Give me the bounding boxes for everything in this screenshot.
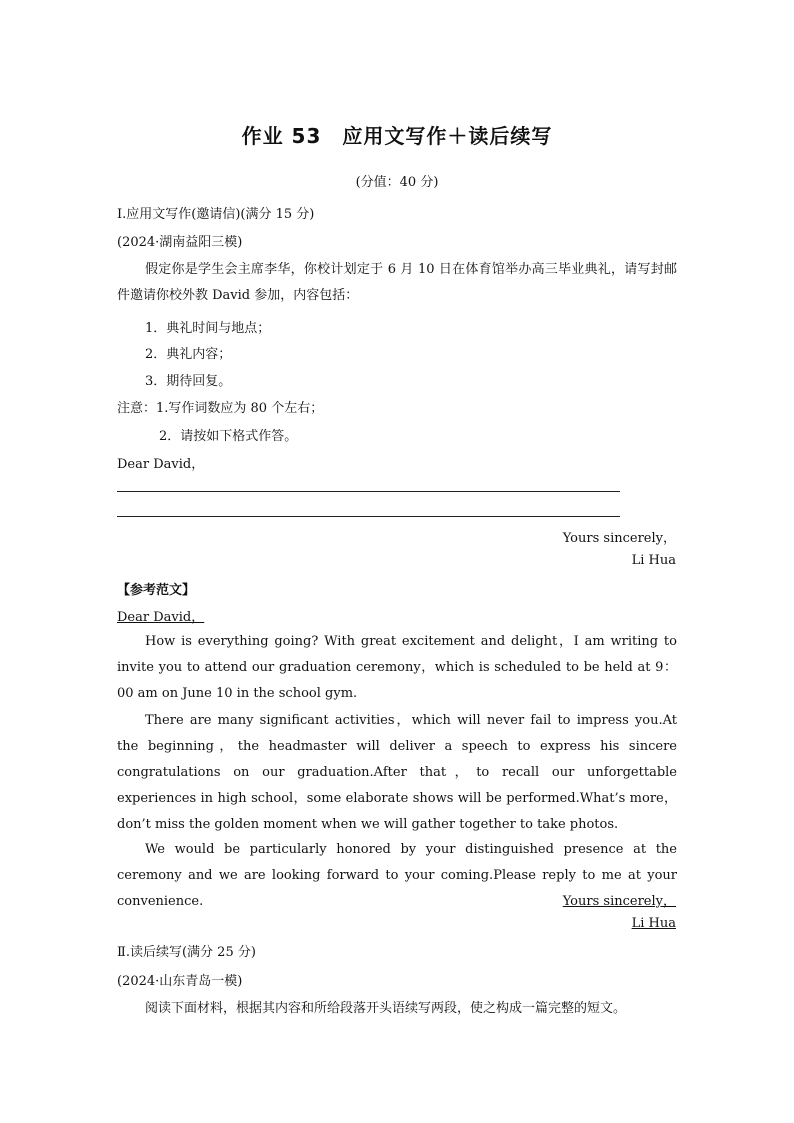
- reference-closing: Yours sincerely，: [562, 894, 676, 909]
- page-title: 作业 53 应用文写作＋读后续写: [241, 124, 553, 148]
- part1-source: (2024·湖南益阳三模): [117, 235, 243, 250]
- reference-label: 【参考范文】: [117, 583, 196, 598]
- reference-paragraph-1: How is everything going? With great excitement and delight，I am writing to invite you to attend our graduation ceremony，which is scheduled to be held at 9：00 am on June 10 in the school gym.: [117, 634, 677, 701]
- letter-greeting: Dear David，: [117, 457, 205, 472]
- reference-paragraph-3: We would be particularly honored by your distinguished presence at the ceremony and we are looking forward to your coming.Please reply to me at your convenience.: [117, 842, 677, 909]
- score-note: (分值：40 分): [355, 175, 439, 190]
- part2-source: (2024·山东青岛一模): [117, 974, 243, 989]
- requirement-item-1: 1．典礼时间与地点；: [145, 321, 271, 336]
- answer-line-1: [117, 491, 620, 492]
- reference-paragraph-2: There are many significant activities，which will never fail to impress you.At the beginning，the headmaster will deliver a speech to express his sincere congratulations on our graduation.After that，to recall our unforgettable experiences in high school，some elaborate shows will be performed.What’s more，don’t miss the golden moment when we will gather together to take photos.: [117, 713, 677, 832]
- requirement-item-2: 2．典礼内容；: [145, 347, 232, 362]
- part1-heading: Ⅰ.应用文写作(邀请信)(满分 15 分): [117, 207, 315, 222]
- answer-line-2: [117, 516, 620, 517]
- reference-greeting: Dear David，: [117, 610, 205, 625]
- part1-prompt: 假定你是学生会主席李华，你校计划定于 6 月 10 日在体育馆举办高三毕业典礼，请写封邮件邀请你校外教 David 参加，内容包括：: [117, 262, 677, 303]
- reference-signature: Li Hua: [631, 916, 676, 931]
- requirement-item-3: 3．期待回复。: [145, 374, 232, 389]
- letter-closing: Yours sincerely，: [562, 531, 676, 546]
- part2-prompt: 阅读下面材料，根据其内容和所给段落开头语续写两段，使之构成一篇完整的短文。: [145, 1001, 627, 1016]
- letter-signature: Li Hua: [631, 553, 676, 568]
- note-1: 注意：1.写作词数应为 80 个左右；: [117, 401, 324, 416]
- note-2: 2．请按如下格式作答。: [159, 429, 298, 444]
- part2-heading: Ⅱ.读后续写(满分 25 分): [117, 945, 256, 960]
